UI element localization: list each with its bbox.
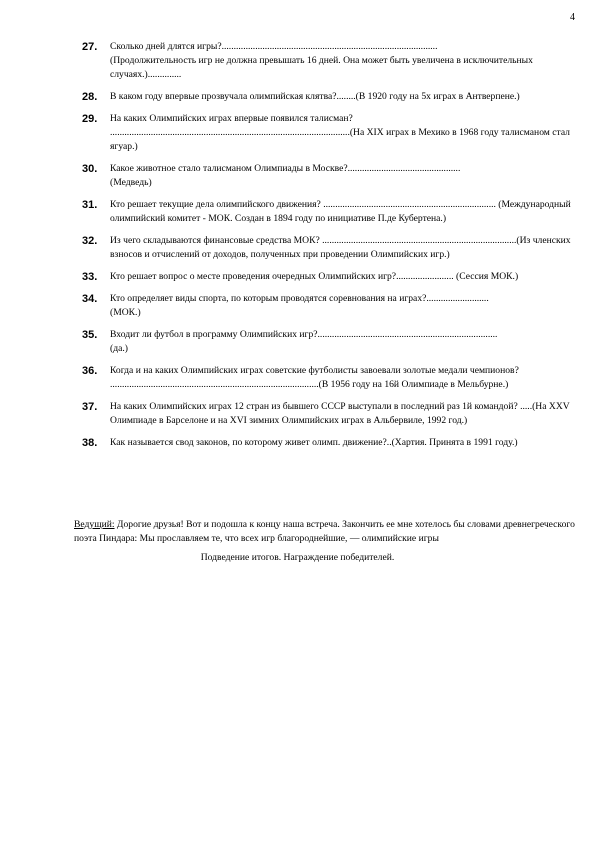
question-31 xyxy=(82,198,582,226)
question-34 xyxy=(82,292,582,320)
question-32 xyxy=(82,234,582,262)
question-number: 28. xyxy=(82,91,98,103)
question-text: Сколько дней длятся игры?.......................................................................................... xyxy=(110,41,438,52)
question-text: Из чего складываются финансовые средства МОК? .................................................................................(Из членских взносов и отчислений от доходов, полученных при проведении Олимпийских игр.) xyxy=(110,235,571,260)
question-text: Как называется свод законов, по которому живет олимп. движение?..(Хартия. Принята в 1991 году.) xyxy=(110,437,518,448)
question-answer: (Продолжительность игр не должна превышать 16 дней. Она может быть увеличена в исключительных случаях.).............. xyxy=(110,55,533,80)
question-number: 36. xyxy=(82,365,98,377)
question-number: 27. xyxy=(82,41,98,53)
question-number: 37. xyxy=(82,401,98,413)
question-number: 34. xyxy=(82,293,98,305)
question-text: На каких Олимпийских играх 12 стран из бывшего СССР выступали в последний раз 1й командой? .....(На XXV Олимпиаде в Барселоне и на XVI зимних Олимпийских играх в Альбервиле, 1992 год.) xyxy=(110,401,570,426)
question-38 xyxy=(82,436,582,450)
question-number: 33. xyxy=(82,271,98,283)
question-number: 32. xyxy=(82,235,98,247)
closing-text: Дорогие друзья! Вот и подошла к концу наша встреча. Закончить ее мне хотелось бы словами древнегреческого поэта Пиндара: Мы прославляем те, что всех игр благороднейшие, — олимпийские игры xyxy=(74,519,575,544)
question-36 xyxy=(82,364,582,392)
question-answer: (МОК.) xyxy=(110,307,141,318)
question-text: Входит ли футбол в программу Олимпийских игр?........................................................................... xyxy=(110,329,498,340)
question-35 xyxy=(82,328,582,356)
question-29 xyxy=(82,112,582,154)
question-answer: (Медведь) xyxy=(110,177,152,188)
summary-line: Подведение итогов. Награждение победителей. xyxy=(200,552,395,563)
question-number: 38. xyxy=(82,437,98,449)
question-text: На каких Олимпийских играх впервые появился талисман? ....................................................................................................(На XIX играх в Мехико в 1968 году талисманом стал ягуар.) xyxy=(110,113,570,152)
question-number: 29. xyxy=(82,113,98,125)
question-text: Какое животное стало талисманом Олимпиады в Москве?............................................... xyxy=(110,163,461,174)
question-37 xyxy=(82,400,582,428)
question-28 xyxy=(82,90,582,104)
question-text: Кто определяет виды спорта, по которым проводятся соревнования на играх?.......................... xyxy=(110,293,489,304)
closing-remarks xyxy=(74,518,579,546)
question-text: Когда и на каких Олимпийских играх советские футболисты завоевали золотые медали чемпионов? .......................................................................................(В 1956 году на 16й Олимпиаде в Мельбурне.) xyxy=(110,365,519,390)
question-text: В каком году впервые прозвучала олимпийская клятва?........(В 1920 году на 5х играх в Антверпене.) xyxy=(110,91,520,102)
question-text: Кто решает вопрос о месте проведения очередных Олимпийских игр?........................ (Сессия МОК.) xyxy=(110,271,519,282)
question-33 xyxy=(82,270,582,284)
question-number: 31. xyxy=(82,199,98,211)
question-answer: (да.) xyxy=(110,343,128,354)
question-number: 35. xyxy=(82,329,98,341)
page-number: 4 xyxy=(570,12,575,23)
question-list xyxy=(82,40,582,458)
question-27 xyxy=(82,40,582,82)
question-number: 30. xyxy=(82,163,98,175)
speaker-label: Ведущий: xyxy=(74,519,115,530)
question-text: Кто решает текущие дела олимпийского движения? ........................................................................ (Международный олимпийский комитет - МОК. Создан в 1894 году по инициативе П.де Кубертена.) xyxy=(110,199,571,224)
question-30 xyxy=(82,162,582,190)
